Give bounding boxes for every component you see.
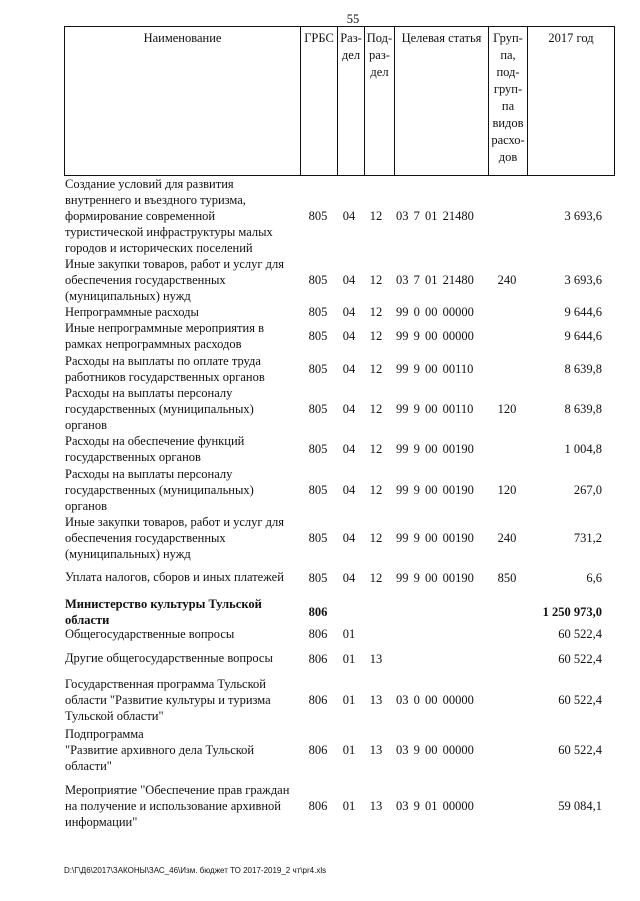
row-name-line: (муниципальных) нужд	[65, 547, 191, 561]
row-target: 99 9 00 00190	[396, 483, 474, 497]
row-name-line: области	[65, 613, 110, 627]
row-name-line: Министерство культуры Тульской	[65, 597, 262, 611]
row-name-line: Общегосударственные вопросы	[65, 627, 235, 641]
row-razdel: 01	[342, 652, 356, 666]
row-name-line: Тульской области"	[65, 709, 164, 723]
row-grbs: 806	[308, 799, 328, 813]
row-target: 03 9 00 00000	[396, 743, 474, 757]
row-name-line: государственных органов	[65, 450, 201, 464]
row-podrazdel: 12	[369, 209, 383, 223]
row-grbs: 806	[308, 693, 328, 707]
row-name	[65, 676, 300, 724]
row-name-line: Иные закупки товаров, работ и услуг для	[65, 515, 285, 529]
table-row	[0, 385, 640, 433]
row-grbs: 806	[308, 605, 328, 619]
table-row	[0, 782, 640, 830]
row-razdel: 04	[342, 402, 356, 416]
row-name-line: государственных (муниципальных)	[65, 402, 254, 416]
row-name	[65, 385, 300, 433]
row-name-line: области"	[65, 759, 112, 773]
row-name-line: внутреннего и въездного туризма,	[65, 193, 246, 207]
row-name-line: Мероприятие "Обеспечение прав граждан	[65, 783, 290, 797]
row-name	[65, 433, 300, 465]
row-podrazdel: 13	[369, 693, 383, 707]
row-name	[65, 626, 300, 642]
row-razdel: 04	[342, 362, 356, 376]
row-razdel: 04	[342, 442, 356, 456]
row-target: 03 9 01 00000	[396, 799, 474, 813]
row-razdel: 04	[342, 483, 356, 497]
table-header	[64, 26, 615, 176]
row-name-line: органов	[65, 499, 108, 513]
row-podrazdel: 12	[369, 402, 383, 416]
row-name-line: Иные закупки товаров, работ и услуг для	[65, 257, 285, 271]
row-name-line: Непрограммные расходы	[65, 305, 199, 319]
row-grbs: 805	[308, 483, 328, 497]
row-target: 99 9 00 00000	[396, 329, 474, 343]
row-razdel: 01	[342, 627, 356, 641]
row-name-line: информации"	[65, 815, 138, 829]
row-target: 99 9 00 00110	[396, 402, 474, 416]
row-amount: 1 250 973,0	[542, 605, 602, 619]
row-razdel: 04	[342, 571, 356, 585]
row-name-line: обеспечения государственных	[65, 273, 226, 287]
row-target: 99 9 00 00110	[396, 362, 474, 376]
row-name-line: обеспечения государственных	[65, 531, 226, 545]
row-name-line: Создание условий для развития	[65, 177, 234, 191]
row-name-line: государственных (муниципальных)	[65, 483, 254, 497]
header-year: 2017 год	[527, 27, 614, 175]
row-razdel: 01	[342, 743, 356, 757]
header-name: Наименование	[143, 31, 222, 45]
row-name	[65, 176, 300, 256]
header-grbs: ГРБС	[300, 27, 337, 175]
table-row	[0, 466, 640, 514]
row-name	[65, 782, 300, 830]
row-target: 03 7 01 21480	[396, 209, 474, 223]
table-row	[0, 676, 640, 724]
row-name	[65, 514, 300, 562]
row-group: 240	[497, 273, 517, 287]
row-target: 03 7 01 21480	[396, 273, 474, 287]
row-name-line: городов и исторических поселений	[65, 241, 253, 255]
table-row	[0, 514, 640, 562]
table-row	[0, 569, 640, 587]
row-amount: 59 084,1	[558, 799, 602, 813]
page-number: 55	[346, 12, 360, 26]
row-amount: 60 522,4	[558, 743, 602, 757]
table-row	[0, 304, 640, 320]
table-row	[0, 176, 640, 256]
row-name-line: туристической инфраструктуры малых	[65, 225, 273, 239]
file-path-footer: D:\Г\Д6\2017\ЗАКОНЫ\ЗАС_46\Изм. бюджет ТО 2017-2019_2 чт\pr4.xls	[64, 866, 327, 875]
row-grbs: 805	[308, 442, 328, 456]
row-name-line: Другие общегосударственные вопросы	[65, 651, 273, 665]
row-amount: 60 522,4	[558, 652, 602, 666]
row-name-line: Расходы на выплаты персоналу	[65, 386, 233, 400]
row-podrazdel: 12	[369, 273, 383, 287]
row-razdel: 01	[342, 799, 356, 813]
table-row	[0, 726, 640, 774]
table-row	[0, 596, 640, 628]
row-amount: 8 639,8	[564, 362, 602, 376]
row-razdel: 04	[342, 273, 356, 287]
row-name	[65, 256, 300, 304]
row-amount: 731,2	[573, 531, 602, 545]
row-podrazdel: 12	[369, 531, 383, 545]
row-podrazdel: 12	[369, 483, 383, 497]
row-grbs: 805	[308, 531, 328, 545]
row-amount: 60 522,4	[558, 693, 602, 707]
row-razdel: 04	[342, 329, 356, 343]
row-grbs: 805	[308, 209, 328, 223]
row-grbs: 806	[308, 652, 328, 666]
row-grbs: 805	[308, 571, 328, 585]
header-razdel: Раз- дел	[337, 27, 364, 175]
row-name	[65, 320, 300, 352]
row-target: 99 0 00 00000	[396, 305, 474, 319]
row-podrazdel: 12	[369, 305, 383, 319]
row-name	[65, 353, 300, 385]
header-podrazdel: Под- раз- дел	[364, 27, 394, 175]
table-row	[0, 353, 640, 385]
row-razdel: 04	[342, 531, 356, 545]
row-grbs: 805	[308, 362, 328, 376]
row-amount: 1 004,8	[564, 442, 602, 456]
row-amount: 60 522,4	[558, 627, 602, 641]
row-name-line: органов	[65, 418, 108, 432]
row-group: 120	[497, 483, 517, 497]
row-podrazdel: 13	[369, 799, 383, 813]
row-name-line: области "Развитие культуры и туризма	[65, 693, 271, 707]
row-amount: 6,6	[586, 571, 602, 585]
row-name-line: формирование современной	[65, 209, 216, 223]
row-name-line: Уплата налогов, сборов и иных платежей	[65, 570, 284, 584]
table-row	[0, 320, 640, 352]
table-row	[0, 626, 640, 642]
row-name-line: на получение и использование архивной	[65, 799, 281, 813]
row-amount: 8 639,8	[564, 402, 602, 416]
row-name-line: Государственная программа Тульской	[65, 677, 266, 691]
table-row	[0, 650, 640, 668]
row-name	[65, 466, 300, 514]
row-razdel: 04	[342, 209, 356, 223]
row-target: 99 9 00 00190	[396, 442, 474, 456]
table-row	[0, 433, 640, 465]
row-name-line: работников государственных органов	[65, 370, 265, 384]
row-grbs: 805	[308, 402, 328, 416]
row-name	[65, 569, 300, 585]
row-name	[65, 304, 300, 320]
row-name-line: рамках непрограммных расходов	[65, 337, 242, 351]
row-grbs: 805	[308, 305, 328, 319]
header-group: Груп- па, под- груп- па видов расхо- дов	[488, 27, 527, 175]
row-podrazdel: 12	[369, 571, 383, 585]
row-amount: 9 644,6	[564, 305, 602, 319]
row-grbs: 805	[308, 273, 328, 287]
row-podrazdel: 12	[369, 362, 383, 376]
row-amount: 267,0	[573, 483, 602, 497]
row-target: 99 9 00 00190	[396, 531, 474, 545]
row-razdel: 01	[342, 693, 356, 707]
row-podrazdel: 12	[369, 329, 383, 343]
row-name-line: Расходы на обеспечение функций	[65, 434, 245, 448]
row-group: 240	[497, 531, 517, 545]
row-name	[65, 650, 300, 666]
row-name-line: Иные непрограммные мероприятия в	[65, 321, 264, 335]
row-grbs: 805	[308, 329, 328, 343]
row-group: 120	[497, 402, 517, 416]
row-group: 850	[497, 571, 517, 585]
row-grbs: 806	[308, 627, 328, 641]
row-target: 99 9 00 00190	[396, 571, 474, 585]
row-amount: 3 693,6	[564, 273, 602, 287]
row-amount: 3 693,6	[564, 209, 602, 223]
row-podrazdel: 12	[369, 442, 383, 456]
header-target: Целевая статья	[394, 27, 488, 175]
row-name-line: "Развитие архивного дела Тульской	[65, 743, 255, 757]
table-row	[0, 256, 640, 304]
row-name-line: Подпрограмма	[65, 727, 144, 741]
row-name	[65, 596, 300, 628]
row-name-line: Расходы на выплаты персоналу	[65, 467, 233, 481]
row-podrazdel: 13	[369, 652, 383, 666]
row-razdel: 04	[342, 305, 356, 319]
row-grbs: 806	[308, 743, 328, 757]
row-name	[65, 726, 300, 774]
row-target: 03 0 00 00000	[396, 693, 474, 707]
row-name-line: Расходы на выплаты по оплате труда	[65, 354, 261, 368]
row-podrazdel: 13	[369, 743, 383, 757]
row-name-line: (муниципальных) нужд	[65, 289, 191, 303]
row-amount: 9 644,6	[564, 329, 602, 343]
